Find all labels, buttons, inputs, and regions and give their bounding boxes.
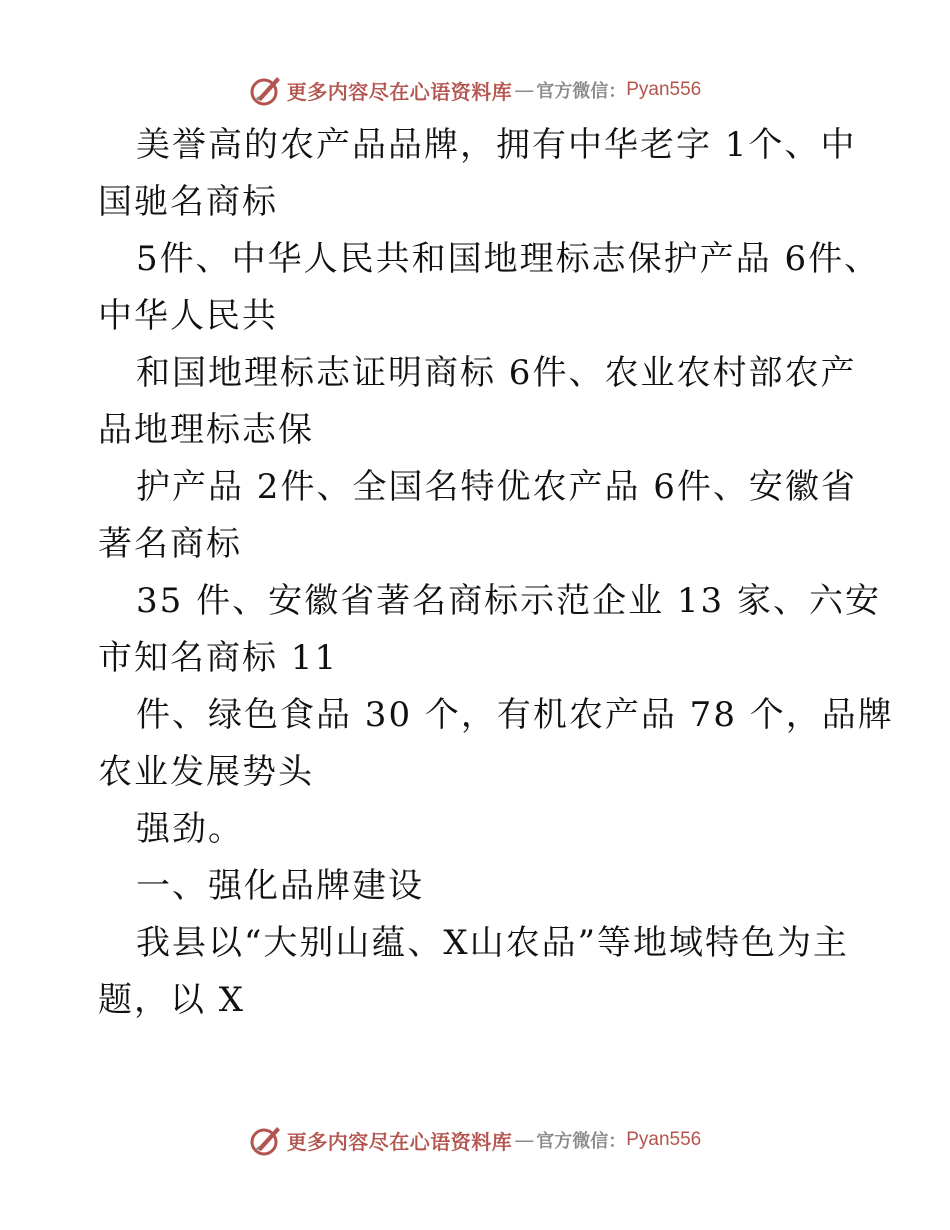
text-line: 题，以 X (98, 980, 246, 1020)
text-line: 护产品 2件、全国名特优农产品 6件、安徽省 (136, 467, 857, 507)
footer-wechat-id: Pyan556 (626, 1129, 702, 1150)
footer-banner-separator: — (514, 1128, 535, 1152)
text-line: 我县以“大别山蕴、X山农品”等地域特色为主 (136, 923, 849, 963)
header-wechat-label: 官方微信： (536, 81, 627, 102)
text-line: 美誉高的农产品品牌，拥有中华老字 1个、中 (136, 125, 857, 165)
section-heading: 一、强化品牌建设 (136, 866, 424, 906)
text-line: 农业发展势头 (98, 752, 314, 792)
text-line: 市知名商标 11 (98, 638, 339, 678)
header-banner-text: 更多内容尽在心语资料库 (286, 79, 513, 104)
text-line: 著名商标 (98, 524, 242, 564)
footer-banner (0, 1120, 950, 1160)
footer-wechat-label: 官方微信： (536, 1131, 627, 1152)
quill-logo-icon (249, 73, 283, 107)
text-line: 5件、中华人民共和国地理标志保护产品 6件、 (136, 239, 881, 279)
text-line: 强劲。 (136, 809, 244, 849)
text-line: 中华人民共 (98, 296, 278, 336)
header-banner (0, 70, 950, 110)
footer-banner-text: 更多内容尽在心语资料库 (286, 1129, 513, 1154)
text-line: 件、绿色食品 30 个，有机农产品 78 个，品牌 (136, 695, 894, 735)
header-wechat-id: Pyan556 (626, 79, 702, 100)
text-line: 品地理标志保 (98, 410, 314, 450)
text-line: 35 件、安徽省著名商标示范企业 13 家、六安 (136, 581, 881, 621)
header-banner-separator: — (514, 78, 535, 102)
text-line: 国驰名商标 (98, 182, 278, 222)
quill-logo-icon (249, 1123, 283, 1157)
text-line: 和国地理标志证明商标 6件、农业农村部农产 (136, 353, 857, 393)
